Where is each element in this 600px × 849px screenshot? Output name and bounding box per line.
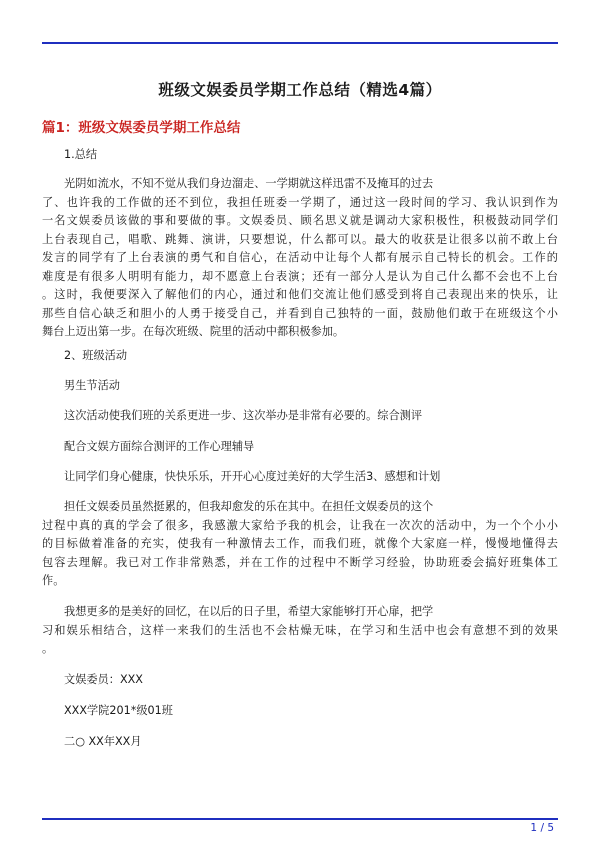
page-number: 1 / 5 — [530, 822, 554, 834]
paragraph-line: 难度是有很多人明明有能力，却不愿意上台表演；还有一部分人是认为自己什么都不会也不上台 — [42, 269, 558, 283]
paragraph-line: 的目标做着准备的充实，使我有一种激情去工作，而我们班，就像个大家庭一样，慢慢地懂得去 — [42, 537, 558, 550]
date: 二○ XX年XX月 — [64, 735, 142, 748]
paragraph-line: 。这时，我便要深入了解他们的内心，通过和他们交流让他们感受到将自己表现出来的快乐，让 — [42, 288, 558, 301]
header-rule — [42, 42, 558, 44]
paragraph-line: 上台表现自己，唱歌、跳舞、演讲，只要想说，什么都可以。最大的收获是让很多以前不敢上台 — [42, 232, 558, 246]
paragraph-hopes — [42, 603, 558, 659]
paragraph-line: 。 — [42, 642, 54, 655]
paragraph-line: 过程中真的真的学会了很多，我感激大家给予我的机会，让我在一次次的活动中，为一个个小小 — [42, 518, 558, 532]
activity-line-2: 配合文娱方面综合测评的工作心理辅导 — [64, 440, 255, 453]
paragraph-line: 光阴如流水，不知不觉从我们身边溜走、一学期就这样迅雷不及掩耳的过去 — [64, 177, 434, 190]
paragraph-line: 舞台上迈出第一步。在每次班级、院里的活动中都积极参加。 — [42, 325, 345, 338]
document-title: 班级文娱委员学期工作总结（精选4篇） — [158, 81, 442, 99]
activity-heading: 2、班级活动 — [64, 349, 128, 362]
section-heading: 篇1：班级文娱委员学期工作总结 — [42, 120, 241, 136]
paragraph-line: 包容去理解。我已对工作非常熟悉，并在工作的过程中不断学习经验，协助班委会搞好班集体工 — [42, 555, 558, 569]
paragraph-line: 一名文娱委员该做的事和要做的事。文娱委员、顾名思义就是调动大家积极性，积极鼓动同学们 — [42, 214, 558, 227]
paragraph-line: 担任文娱委员虽然挺累的，但我却愈发的乐在其中。在担任文娱委员的这个 — [64, 500, 434, 513]
activity-line-3: 让同学们身心健康，快快乐乐，开开心心度过美好的大学生活3、感想和计划 — [64, 470, 441, 483]
festival-label: 男生节活动 — [64, 379, 120, 392]
paragraph-summary — [42, 175, 558, 342]
summary-label: 1.总结 — [64, 148, 98, 161]
paragraph-line: 习和娱乐相结合，这样一来我们的生活也不会枯燥无味，在学习和生活中也会有意想不到的效果 — [42, 623, 558, 637]
activity-line-1: 这次活动使我们班的关系更进一步、这次举办是非常有必要的。综合测评 — [64, 409, 423, 422]
footer-rule — [42, 818, 558, 820]
paragraph-line: 发言的同学有了上台表演的勇气和自信心，在活动中让每个人都有展示自己特长的机会。工作的 — [42, 251, 558, 264]
paragraph-line: 了、也许我的工作做的还不到位，我担任班委一学期了，通过这一段时间的学习、我认识到作为 — [42, 195, 558, 209]
paragraph-line: 我想更多的是美好的回忆，在以后的日子里，希望大家能够打开心扉，把学 — [64, 605, 434, 618]
signature: 文娱委员：XXX — [64, 673, 143, 686]
paragraph-reflection — [42, 498, 558, 591]
paragraph-line: 作。 — [42, 574, 65, 587]
paragraph-line: 那些自信心缺乏和胆小的人勇于接受自己，并看到自己独特的一面，鼓励他们敢于在班级这个小 — [42, 306, 558, 320]
class-name: XXX学院201*级01班 — [64, 704, 173, 717]
